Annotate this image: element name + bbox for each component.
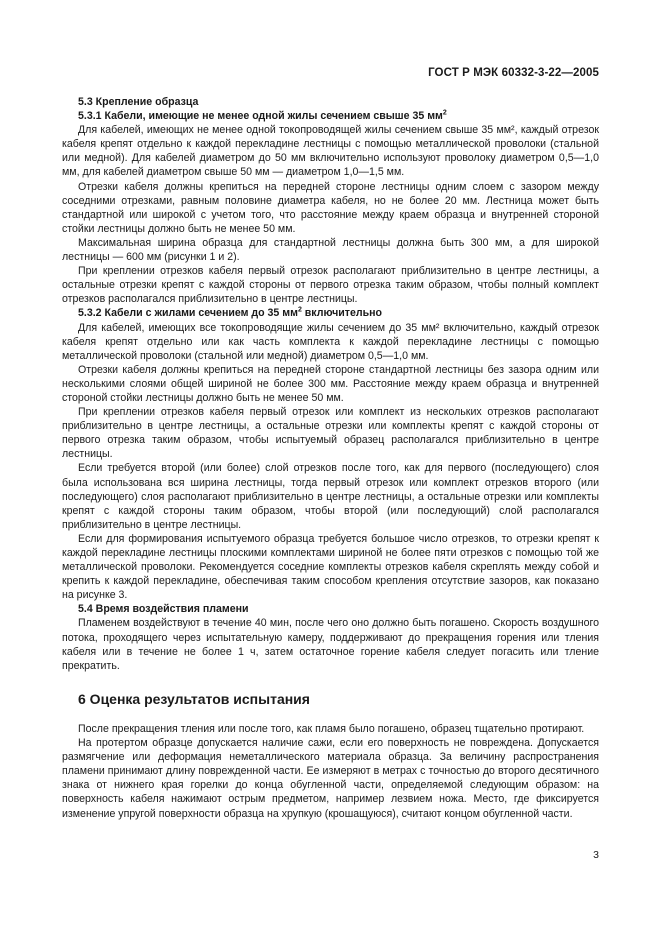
section-5-3-title: 5.3 Крепление образца	[78, 96, 199, 108]
section-5-4-title: 5.4 Время воздействия пламени	[78, 603, 249, 616]
superscript: 2	[297, 306, 302, 314]
section-5-3-1-title-text: 5.3.1 Кабели, имеющие не менее одной жилы сечением свыше 35 мм	[78, 110, 443, 123]
section-5-3-2-title	[62, 306, 599, 320]
section-5-3-2-title-tail: включительно	[301, 307, 382, 320]
page-number: 3	[593, 849, 599, 861]
paragraph: Пламенем воздействуют в течение 40 мин, после чего оно должно быть погашено. Скорость воздушного потока, проходящего через испытательную камеру, поддерживают до прекращения горения или тления кабеля или в течение не более 1 ч, затем остаточное горение кабеля следует погасить или тление прекратить.	[62, 617, 599, 672]
superscript: 2	[442, 109, 447, 117]
paragraph: Для кабелей, имеющих все токопроводящие жилы сечением до 35 мм² включительно, каждый отрезок кабеля крепят отдельно или как часть комплекта к каждой перекладине лестницы с помощью металлической проволоки (стальной или медной) диаметром 0,5—1,0 мм.	[62, 321, 599, 362]
paragraph: Для кабелей, имеющих не менее одной токопроводящей жилы сечением свыше 35 мм², каждый отрезок кабеля крепят отдельно к каждой перекладине лестницы с помощью металлической проволоки (стальной или медной). Для кабелей диаметром до 50 мм включительно используют проволоку диаметром 0,5—1,0 мм, для кабелей диаметром свыше 50 мм — диаметром 1,0—1,5 мм.	[62, 124, 599, 179]
paragraph: При креплении отрезков кабеля первый отрезок располагают приблизительно в центре лестницы, а остальные отрезки крепят с каждой стороны от первого отрезка таким образом, чтобы полный комплект отрезков располагался приблизительно в центре лестницы.	[62, 265, 599, 306]
paragraph: На протертом образце допускается наличие сажи, если его поверхность не повреждена. Допускается размягчение или деформация неметаллического материала образца. За величину распространения пламени принимают длину поврежденной части. Ее измеряют в метрах с точностью до второго десятичного знака от нижнего края горелки до конца обугленной части, определяемой следующим образом: на поверхность кабеля нажимают острым предметом, например лезвием ножа. Место, где фиксируется изменение упругой поверхности образца на хрупкую (крошащуюся), считают концом обугленной части.	[62, 737, 599, 820]
paragraph: При креплении отрезков кабеля первый отрезок или комплект из нескольких отрезков располагают приблизительно в центре лестницы, а остальные отрезки или комплекты крепят с каждой стороны от первого отрезка таким образом, чтобы испытуемый образец располагался приблизительно в центре лестницы.	[62, 406, 599, 461]
paragraph: После прекращения тления или после того, как пламя было погашено, образец тщательно протирают.	[78, 722, 585, 735]
section-5-3-2-title-text: 5.3.2 Кабели с жилами сечением до 35 мм	[78, 307, 298, 320]
paragraph: Максимальная ширина образца для стандартной лестницы должна быть 300 мм, а для широкой лестницы — 600 мм (рисунки 1 и 2).	[62, 236, 599, 264]
paragraph: Если для формирования испытуемого образца требуется большое число отрезков, то отрезки крепят к каждой перекладине лестницы плоскими комплектами шириной не более пяти отрезков с помощью той же металлической проволоки. Рекомендуется соседние комплекты отрезков кабеля скреплять между собой и крепить к каждой перекладине, обеспечивая таким способом крепления отсутствие зазоров, как показано на рисунке 3.	[62, 532, 599, 602]
document-body	[62, 95, 599, 821]
document-header: ГОСТ Р МЭК 60332-3-22—2005	[428, 67, 599, 79]
paragraph: Если требуется второй (или более) слой отрезков после того, как для первого (последующего) слоя была использована вся ширина лестницы, тогда первый отрезок или комплект отрезков второго (или последующего) слоя располагают приблизительно в центре лестницы, а остальные отрезки или комплекты крепят с каждой стороны таким образом, чтобы второй (или последующий) слой располагался приблизительно в центре лестницы.	[62, 462, 599, 531]
paragraph: Отрезки кабеля должны крепиться на передней стороне стандартной лестницы без зазора одним или несколькими слоями общей шириной не более 300 мм. Расстояние между краем образца и внутренней стороной стойки лестницы должно быть не менее 50 мм.	[62, 363, 599, 404]
section-5-3-1-title	[62, 109, 599, 123]
paragraph: Отрезки кабеля должны крепиться на передней стороне лестницы одним слоем с зазором между соседними отрезками, равным половине диаметра кабеля, но не более 20 мм. Лестница может быть стандартной или широкой с учетом того, что расстояние между краем образца и внутренней стороной стойки лестницы должно быть не менее 50 мм.	[62, 180, 599, 235]
section-6-title: 6 Оценка результатов испытания	[78, 690, 310, 707]
